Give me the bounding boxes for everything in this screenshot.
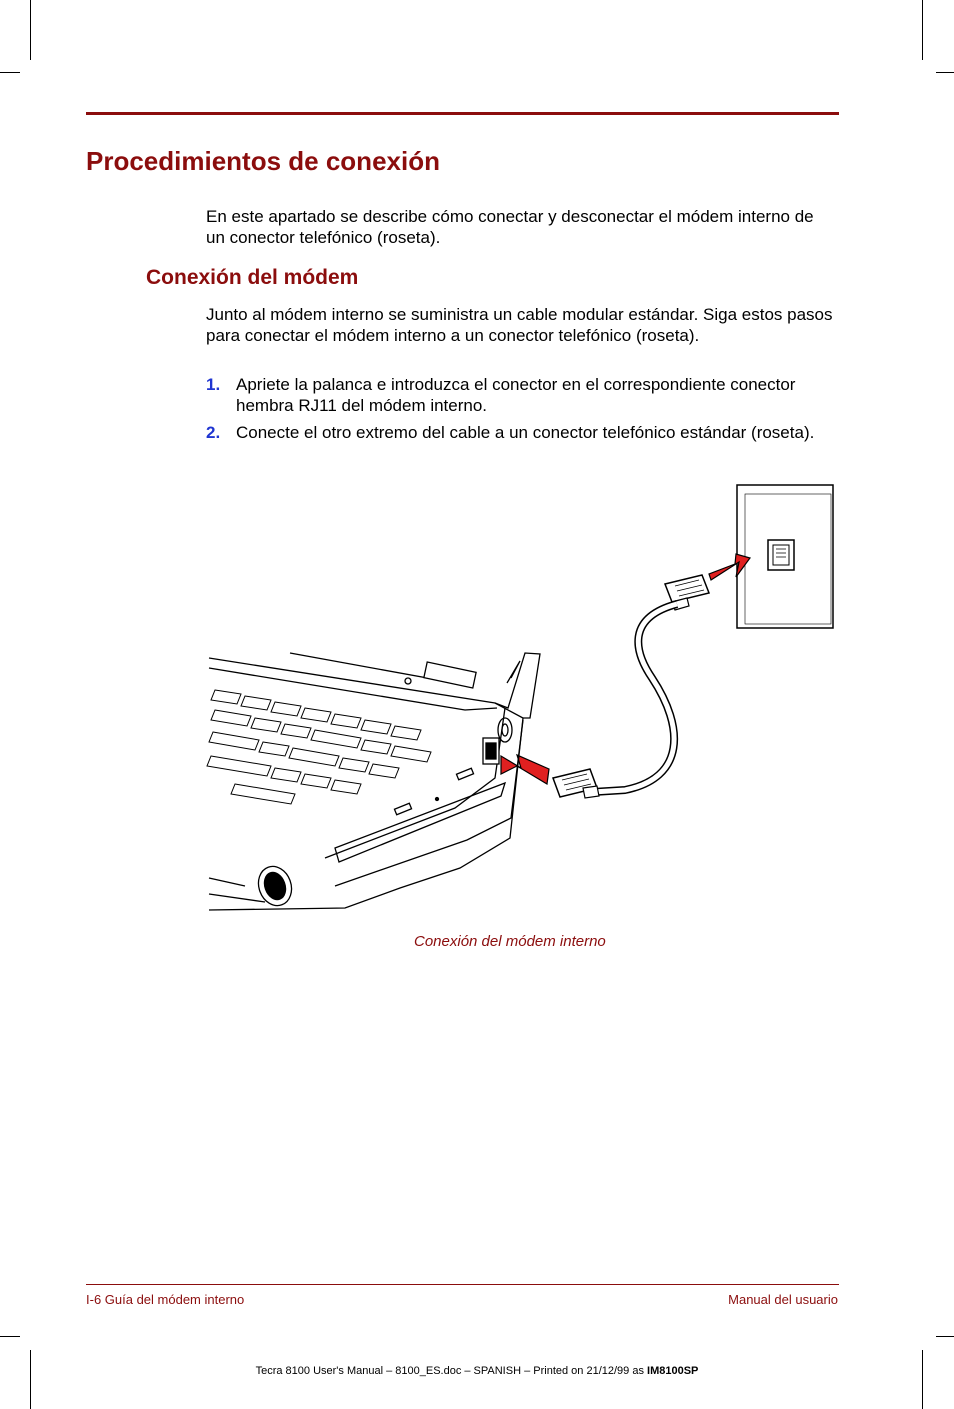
print-info-line [0, 1365, 954, 1377]
modem-connection-illustration [205, 478, 837, 918]
footer-left-text: I-6 Guía del módem interno [86, 1292, 245, 1307]
intro-paragraph: En este apartado se describe cómo conectar y desconectar el módem interno de un conector telefónico (roseta). [206, 207, 814, 247]
arrow-laptop-icon [501, 755, 549, 784]
step-number: 1. [206, 375, 221, 394]
rj11-plug-laptop [553, 769, 599, 798]
section-paragraph: Junto al módem interno se suministra un cable modular estándar. Siga estos pasos para conectar el módem interno a un conector telefónico (roseta). [206, 305, 833, 345]
step-text: Apriete la palanca e introduzca el conector en el correspondiente conector hembra RJ11 del módem interno. [236, 375, 796, 415]
crop-mark [922, 0, 923, 60]
page-title: Procedimientos de conexión [86, 146, 440, 176]
figure-caption: Conexión del módem interno [414, 933, 606, 950]
footer-rule [86, 1284, 839, 1285]
footer-right-text: Manual del usuario [728, 1292, 838, 1307]
laptop-illustration [207, 653, 540, 910]
crop-mark [922, 1350, 923, 1409]
wall-jack-plate [737, 485, 833, 628]
keyboard-keys [207, 690, 431, 804]
crop-mark [0, 72, 20, 73]
crop-mark [0, 1336, 20, 1337]
section-title: Conexión del módem [146, 266, 359, 289]
crop-mark [936, 72, 954, 73]
crop-mark [936, 1336, 954, 1337]
step-text: Conecte el otro extremo del cable a un conector telefónico estándar (roseta). [236, 423, 815, 442]
crop-mark [30, 1350, 31, 1409]
print-info-text: Tecra 8100 User's Manual – 8100_ES.doc – SPANISH – Printed on 21/12/99 as [255, 1365, 648, 1377]
print-info-code: IM8100SP [647, 1365, 699, 1377]
crop-mark [30, 0, 31, 60]
step-number: 2. [206, 423, 221, 442]
header-rule [86, 112, 839, 115]
phone-cable [593, 604, 677, 792]
